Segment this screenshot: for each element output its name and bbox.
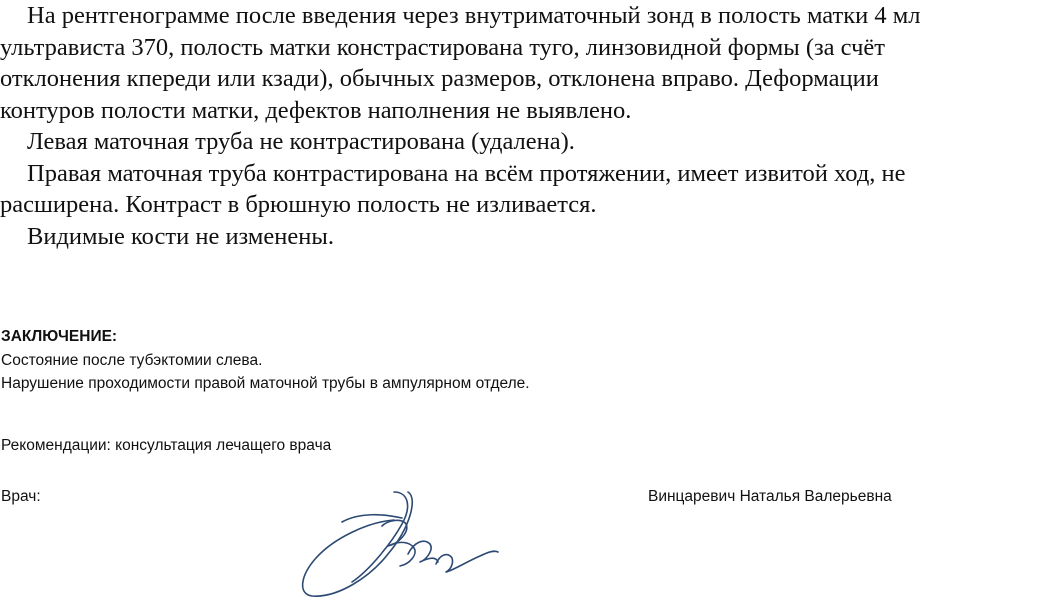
conclusion-line: Нарушение проходимости правой маточной трубы в ампулярном отделе.: [1, 375, 530, 392]
recommendation-text: Рекомендации: консультация лечащего врача: [1, 437, 332, 454]
doctor-name: Винцаревич Наталья Валерьевна: [648, 488, 892, 505]
text-line: ультрависта 370, полость матки констрастирована туго, линзовидной формы (за счёт: [0, 33, 885, 61]
conclusion-section: [1, 325, 530, 396]
text-line: контуров полости матки, дефектов наполнения не выявлено.: [0, 96, 632, 124]
paragraph-bones: [0, 221, 1064, 253]
paragraph-right-tube: [0, 158, 1064, 221]
text-line: Левая маточная труба не контрастирована (удалена).: [27, 128, 575, 155]
paragraph-left-tube: [0, 126, 1064, 158]
doctor-label: Врач:: [1, 488, 41, 505]
report-body: [0, 0, 1064, 252]
paragraph-cavity: [0, 0, 1064, 126]
text-line: Правая маточная труба контрастирована на всём протяжении, имеет извитой ход, не: [27, 159, 906, 187]
text-line: расширена. Контраст в брюшную полость не изливается.: [0, 191, 597, 218]
signature-icon: [290, 482, 510, 600]
conclusion-line: Состояние после тубэктомии слева.: [1, 351, 263, 369]
conclusion-title: ЗАКЛЮЧЕНИЕ:: [1, 328, 118, 345]
text-line: На рентгенограмме после введения через внутриматочный зонд в полость матки 4 мл: [27, 2, 921, 29]
text-line: отклонения кпереди или кзади), обычных размеров, отклонена вправо. Деформации: [0, 65, 879, 92]
text-line: Видимые кости не изменены.: [27, 222, 334, 250]
